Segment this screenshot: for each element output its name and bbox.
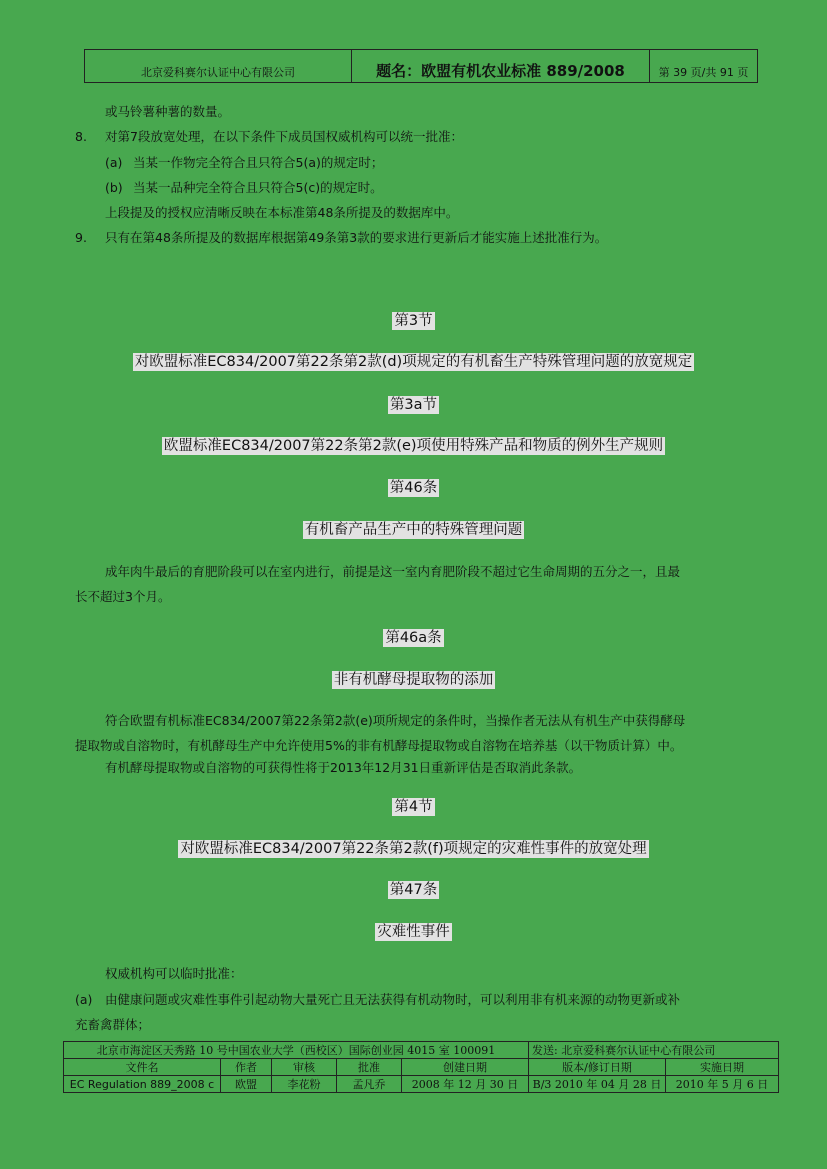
paragraph-line: 符合欧盟有机标准EC834/2007第22条第2款(e)项所规定的条件时，当操作者无法从有机生产中获得酵母 bbox=[105, 713, 686, 728]
body-line: 上段提及的授权应清晰反映在本标准第48条所提及的数据库中。 bbox=[105, 205, 459, 220]
paragraph-line: 提取物或自溶物时，有机酵母生产中允许使用5%的非有机酵母提取物或自溶物在培养基（以干物质计算）中。 bbox=[75, 738, 683, 753]
footer-issued-by: 发送: 北京爱科赛尔认证中心有限公司 bbox=[529, 1042, 779, 1059]
sub-item-marker: (a) bbox=[105, 155, 123, 170]
body-line: 只有在第48条所提及的数据库根据第49条第3款的要求进行更新后才能实施上述批准行为。 bbox=[105, 230, 608, 245]
page-header bbox=[84, 49, 758, 83]
document-footer-table bbox=[63, 1041, 779, 1093]
sub-item-marker: (b) bbox=[105, 180, 123, 195]
footer-header-cell: 版本/修订日期 bbox=[529, 1059, 666, 1076]
section-heading: 第4节 bbox=[394, 799, 433, 815]
section-title: 对欧盟标准EC834/2007第22条第2款(f)项规定的灾难性事件的放宽处理 bbox=[180, 841, 647, 857]
body-line: 或马铃薯种薯的数量。 bbox=[105, 104, 231, 119]
footer-value-cell: B/3 2010 年 04 月 28 日 bbox=[529, 1076, 666, 1093]
section-title: 对欧盟标准EC834/2007第22条第2款(d)项规定的有机畜生产特殊管理问题的放宽规定 bbox=[134, 354, 693, 370]
body-line: 当某一品种完全符合且只符合5(c)的规定时。 bbox=[133, 180, 383, 195]
footer-value-cell: 李花粉 bbox=[272, 1076, 337, 1093]
article-title: 有机畜产品生产中的特殊管理问题 bbox=[304, 522, 523, 538]
section-heading: 第3节 bbox=[394, 313, 433, 329]
item-number: 8. bbox=[75, 129, 87, 144]
article-title: 灾难性事件 bbox=[377, 924, 450, 940]
body-line: 对第7段放宽处理，在以下条件下成员国权威机构可以统一批准： bbox=[105, 129, 463, 144]
footer-value-cell: 欧盟 bbox=[221, 1076, 272, 1093]
header-company: 北京爱科赛尔认证中心有限公司 bbox=[85, 50, 352, 82]
article-heading: 第47条 bbox=[389, 882, 438, 898]
paragraph-line: 成年肉牛最后的育肥阶段可以在室内进行，前提是这一室内育肥阶段不超过它生命周期的五分之一，且最 bbox=[105, 564, 681, 579]
footer-header-cell: 创建日期 bbox=[402, 1059, 529, 1076]
footer-header-cell: 作者 bbox=[221, 1059, 272, 1076]
footer-value-cell: EC Regulation 889_2008 c bbox=[64, 1076, 221, 1093]
footer-value-cell: 2010 年 5 月 6 日 bbox=[666, 1076, 779, 1093]
footer-header-cell: 批准 bbox=[337, 1059, 402, 1076]
footer-header-cell: 审核 bbox=[272, 1059, 337, 1076]
sub-item-marker: (a) bbox=[75, 992, 93, 1007]
body-line: 当某一作物完全符合且只符合5(a)的规定时； bbox=[133, 155, 384, 170]
section-heading: 第3a节 bbox=[389, 397, 438, 413]
footer-value-cell: 孟凡乔 bbox=[337, 1076, 402, 1093]
section-title: 欧盟标准EC834/2007第22条第2款(e)项使用特殊产品和物质的例外生产规则 bbox=[163, 438, 664, 454]
paragraph-line: 权威机构可以临时批准： bbox=[105, 966, 243, 981]
paragraph-line: 有机酵母提取物或自溶物的可获得性将于2013年12月31日重新评估是否取消此条款。 bbox=[105, 760, 582, 775]
header-title: 题名：欧盟有机农业标准 889/2008 bbox=[352, 50, 650, 82]
footer-header-cell: 文件名 bbox=[64, 1059, 221, 1076]
paragraph-line: 充畜禽群体； bbox=[75, 1017, 151, 1032]
footer-address: 北京市海淀区天秀路 10 号中国农业大学（西校区）国际创业园 4015 室 100091 bbox=[64, 1042, 529, 1059]
paragraph-line: 由健康问题或灾难性事件引起动物大量死亡且无法获得有机动物时，可以利用非有机来源的动物更新或补 bbox=[105, 992, 681, 1007]
footer-value-cell: 2008 年 12 月 30 日 bbox=[402, 1076, 529, 1093]
footer-header-cell: 实施日期 bbox=[666, 1059, 779, 1076]
header-page-number: 第 39 页/共 91 页 bbox=[658, 66, 749, 79]
article-heading: 第46a条 bbox=[385, 630, 442, 646]
article-title: 非有机酵母提取物的添加 bbox=[333, 672, 494, 688]
item-number: 9. bbox=[75, 230, 87, 245]
paragraph-line: 长不超过3个月。 bbox=[75, 589, 171, 604]
article-heading: 第46条 bbox=[389, 480, 438, 496]
